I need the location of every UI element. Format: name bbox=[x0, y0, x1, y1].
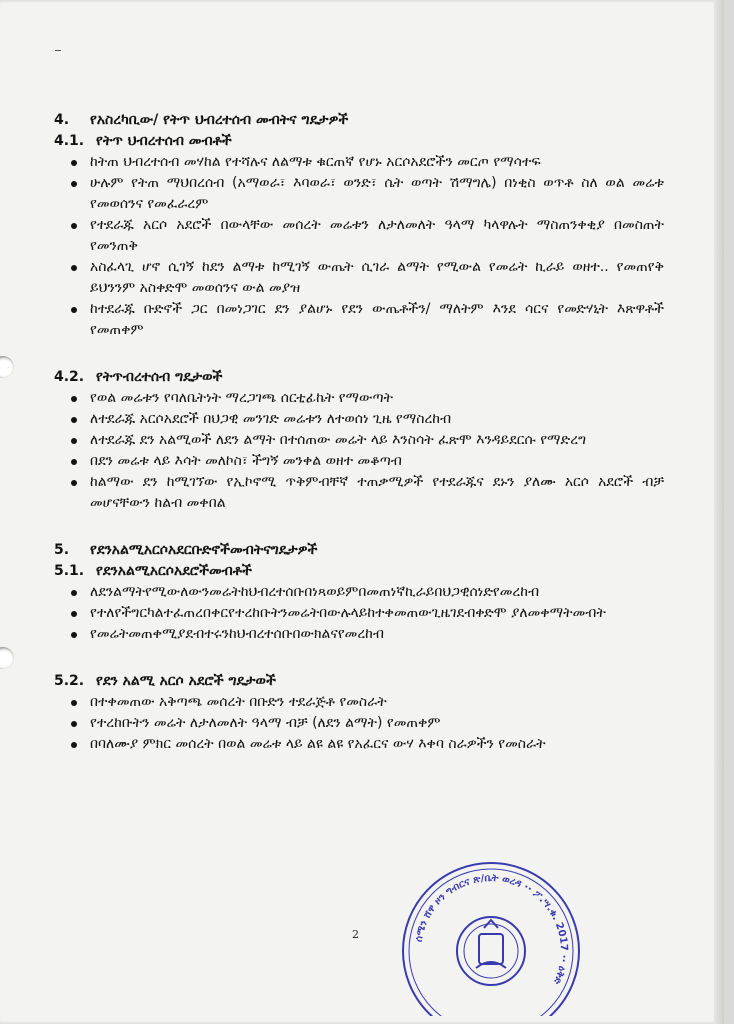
subsection-heading bbox=[54, 561, 664, 582]
section-heading bbox=[54, 540, 664, 561]
bullet-item: የወል መሬቱን የባለቤትነት ማረጋገጫ ሰርቲፊኬት የማውጣት bbox=[54, 388, 664, 409]
subsection-number: 4.1. bbox=[54, 133, 85, 149]
seal-ring-text: ሰሜን ሸዋ ዞን ግብርና ጽ/ቤት ወረዳ ·· ፖ.ሣ.ቁ. 2017 ·· ዕቅድ bbox=[413, 872, 570, 986]
paper-mark bbox=[55, 50, 61, 51]
page-edge bbox=[714, 0, 724, 1024]
bullet-item: ለተደራጁ አርሶአደሮች በህጋዊ መንገድ መሬቱን ለተወሰነ ጊዜ የማስረከብ bbox=[54, 409, 664, 430]
bullet-item: ከተደራጁ ቡድኖች ጋር በመነጋገር ደን ያልሆኑ የደን ውጤቶችን/ ማለትም እንደ ሳርና የመድሃኒት እጽዋቶች የመጠቀም bbox=[54, 299, 664, 341]
bullet-item: የመሬትመጠቀሚያደብተሩንከህብረተሰቡበውክልናየመረከብ bbox=[54, 624, 664, 645]
bullet-list bbox=[54, 388, 664, 514]
subsection-number: 5.2. bbox=[54, 673, 85, 689]
page-number: 2 bbox=[352, 928, 359, 941]
official-seal-stamp bbox=[396, 856, 586, 1016]
bullet-item: በደን መሬቱ ላይ እሳት መለኮስ፣ ችግኝ መንቀል ወዘተ መቆጣብ bbox=[54, 451, 664, 472]
bullet-item: አስፈላጊ ሆኖ ሲገኝ ከደን ልማቱ ከሚገኝ ውጤት ሲገራ ልማት የሚውል የመሬት ኪራይ ወዘተ.. የመጠየቅ ይህንንም አስቀድሞ መወሰንና ውል መያዝ bbox=[54, 257, 664, 299]
subsection-number: 5.1. bbox=[54, 563, 85, 579]
bullet-list bbox=[54, 692, 664, 755]
bullet-item: የተደራጁ አርሶ አደሮች በውላቸው መሰረት መሬቱን ለታለመለት ዓላማ ካላዋሉት ማስጠንቀቂያ በመስጠት የመንጠቅ bbox=[54, 215, 664, 257]
punch-hole bbox=[0, 647, 14, 669]
subsection-title: የትጥብረተሰብ ግዴታወች bbox=[96, 369, 223, 385]
section-number: 4. bbox=[54, 112, 70, 128]
bullet-list bbox=[54, 582, 664, 645]
bullet-item: ለተደራጁ ደን አልሚወች ለደን ልማት በተሰጠው መሬት ላይ እንስሳት ፈጽሞ እንዳይደርሱ የማድረግ bbox=[54, 430, 664, 451]
section-heading bbox=[54, 110, 664, 131]
section-number: 5. bbox=[54, 542, 70, 558]
subsection-heading bbox=[54, 671, 664, 692]
subsection-heading bbox=[54, 367, 664, 388]
bullet-item: የተለየችግርካልተፈጠረበቀርየተረከቡትንመሬትበውሉላይከተቀመጠውጊዜገደብቀድሞ ያለመቀማትመብት bbox=[54, 603, 664, 624]
bullet-item: ከልማው ደን ከሚገኘው የኢኮኖሚ ጥቅምብቸኛ ተጠቃሚዎች የተደራጁና ደኑን ያለሙ አርሶ አደሮች ብቻ መሆናቸውን ከልብ መቀበል bbox=[54, 472, 664, 514]
subsection-heading bbox=[54, 131, 664, 152]
section-title: የአስረካቢው/ የትጥ ህብረተሰብ መብትና ግዴታዎች bbox=[90, 112, 349, 128]
bullet-item: ሁሉም የትጠ ማህበረሰብ (አማወራ፣ እባወራ፣ ወንድ፣ ሴት ወጣት ሽማግሌ) በነቂስ ወጥቶ ስለ ወል መሬቱ የመወሰንና የመፈራረም bbox=[54, 173, 664, 215]
bullet-item: የተረከቡትን መሬት ለታለመለት ዓላማ ብቻ (ለደን ልማት) የመጠቀም bbox=[54, 713, 664, 734]
subsection-title: የደንአልሚአርሶአደሮችመብቶች bbox=[96, 563, 252, 579]
document-body bbox=[54, 110, 664, 755]
subsection-title: የትጥ ህብረተሰብ መብቶች bbox=[96, 133, 232, 149]
bullet-item: በባለሙያ ምክር መሰረት በወል መሬቱ ላይ ልዩ ልዩ የአፈርና ውሃ እቀባ ስራዎችን የመስራት bbox=[54, 734, 664, 755]
bullet-item: በተቀመጠው አቅጣጫ መሰረት በቡድን ተደራጅቶ የመስራት bbox=[54, 692, 664, 713]
subsection-number: 4.2. bbox=[54, 369, 85, 385]
subsection-title: የደን አልሚ አርሶ አደሮች ግዴታወች bbox=[96, 673, 276, 689]
punch-hole bbox=[0, 356, 14, 378]
bullet-item: ከትጠ ህብረተሰብ መሃከል የተሻሉና ለልማቱ ቁርጠኛ የሆኑ አርሶአደሮችን መርጦ የማሳተፍ bbox=[54, 152, 664, 173]
section-title: የደንአልሚአርሶአደርቡድኖችመብትናግዴታዎች bbox=[90, 542, 318, 558]
bullet-item: ለደንልማትየሚውለውንመሬትከህብረተሰቡበነጻወይምበመጠነኛኪራይበህጋዊሰነድየመረከብ bbox=[54, 582, 664, 603]
bullet-list bbox=[54, 152, 664, 341]
